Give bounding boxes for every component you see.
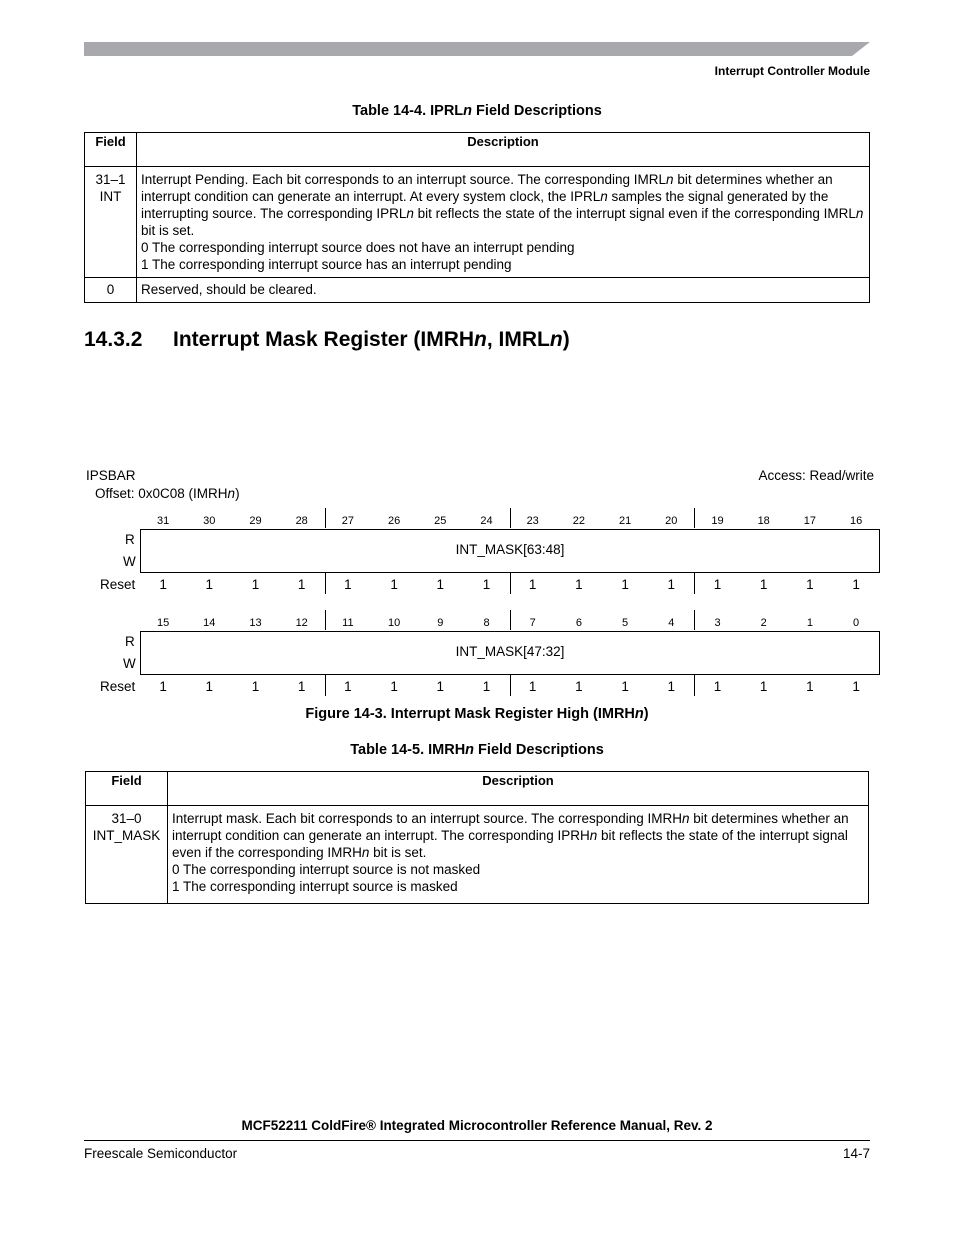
write-label: W bbox=[123, 554, 136, 569]
bit-number: 8 bbox=[483, 617, 490, 629]
reset-value: 1 bbox=[436, 679, 445, 694]
section-heading: 14.3.2 Interrupt Mask Register (IMRHn, IMRLn) bbox=[84, 328, 570, 351]
table-row bbox=[85, 278, 870, 303]
reset-value: 1 bbox=[667, 577, 676, 592]
table-14-5-caption: Table 14-5. IMRHn Field Descriptions bbox=[350, 742, 604, 758]
bit-number: 28 bbox=[295, 515, 308, 527]
nibble-divider bbox=[694, 572, 695, 594]
table-14-4-caption: Table 14-4. IPRLn Field Descriptions bbox=[352, 103, 602, 119]
reset-value: 1 bbox=[251, 577, 260, 592]
reset-value: 1 bbox=[528, 577, 537, 592]
nibble-divider bbox=[510, 610, 511, 630]
description-header: Description bbox=[168, 772, 869, 806]
reset-value: 1 bbox=[482, 679, 491, 694]
nibble-divider bbox=[325, 508, 326, 528]
reset-value: 1 bbox=[806, 679, 814, 694]
reset-value: 1 bbox=[390, 679, 398, 694]
bit-number: 23 bbox=[526, 515, 539, 527]
nibble-divider bbox=[694, 508, 695, 528]
nibble-divider bbox=[325, 610, 326, 630]
bit-number: 15 bbox=[156, 617, 170, 629]
table-row bbox=[86, 806, 869, 904]
bit-number: 25 bbox=[434, 515, 447, 527]
nibble-divider bbox=[694, 610, 695, 630]
reset-value: 1 bbox=[852, 577, 860, 592]
figure-14-3-caption: Figure 14-3. Interrupt Mask Register High (IMRHn) bbox=[305, 706, 649, 722]
footer-rule bbox=[84, 1140, 870, 1141]
reset-value: 1 bbox=[344, 577, 352, 592]
read-label: R bbox=[125, 634, 135, 649]
bit-number: 29 bbox=[249, 515, 262, 527]
nibble-divider bbox=[510, 508, 511, 528]
reset-value: 1 bbox=[297, 679, 306, 694]
bit-number: 6 bbox=[575, 617, 582, 629]
reset-value: 1 bbox=[390, 577, 398, 592]
description-cell: Reserved, should be cleared. bbox=[137, 278, 870, 303]
bit-number: 18 bbox=[757, 515, 770, 527]
nibble-divider bbox=[694, 674, 695, 696]
nibble-divider bbox=[325, 572, 326, 594]
option-1: 1 The corresponding interrupt source has an interrupt pending bbox=[141, 257, 512, 272]
description-cell: Interrupt Pending. Each bit corresponds to an interrupt source. The corresponding IMRLn bit determines whether an interrupt condition can generate an interrupt. At every system clock, the IPRLn samples the signal generated by the interrupting source. The corresponding IPRLn bit reflects the state of the interrupt signal even if the corresponding IMRLn bit is set. 0 The corresponding interrupt source does not have an interrupt pending 1 The corresponding interrupt source has an interrupt pending bbox=[137, 167, 870, 278]
bit-number: 17 bbox=[803, 515, 817, 527]
bit-number: 22 bbox=[572, 515, 586, 527]
access-label: Access: Read/write bbox=[758, 468, 874, 483]
bit-number: 16 bbox=[849, 515, 863, 527]
nibble-divider bbox=[510, 572, 511, 594]
field-header: Field bbox=[86, 772, 168, 806]
reset-label: Reset bbox=[100, 577, 136, 592]
reset-value: 1 bbox=[436, 577, 445, 592]
footer-publisher: Freescale Semiconductor bbox=[84, 1146, 238, 1161]
reset-value: 1 bbox=[713, 679, 722, 694]
bit-number: 5 bbox=[622, 617, 629, 629]
field-cell: 0 bbox=[85, 278, 137, 303]
bit-number: 12 bbox=[295, 617, 308, 629]
option-0: 0 The corresponding interrupt source is not masked bbox=[172, 862, 481, 877]
bit-number: 21 bbox=[618, 515, 632, 527]
reset-value: 1 bbox=[806, 577, 814, 592]
bit-number: 9 bbox=[437, 617, 444, 629]
bit-number: 0 bbox=[853, 617, 860, 629]
bit-number: 10 bbox=[387, 617, 401, 629]
option-0: 0 The corresponding interrupt source does not have an interrupt pending bbox=[141, 240, 575, 255]
bit-number: 20 bbox=[665, 515, 678, 527]
iprl-field-table bbox=[84, 132, 870, 303]
bit-number: 13 bbox=[249, 617, 262, 629]
reset-value: 1 bbox=[575, 577, 583, 592]
reset-value: 1 bbox=[528, 679, 537, 694]
bit-number: 11 bbox=[342, 617, 354, 629]
reset-value: 1 bbox=[482, 577, 491, 592]
read-label: R bbox=[125, 532, 135, 547]
field-header: Field bbox=[85, 133, 137, 167]
bit-number: 7 bbox=[529, 617, 536, 629]
reset-value: 1 bbox=[251, 679, 260, 694]
bit-number: 27 bbox=[341, 515, 355, 527]
reset-value: 1 bbox=[759, 679, 768, 694]
bit-number: 3 bbox=[714, 617, 721, 629]
field-cell: 31–0 INT_MASK bbox=[86, 806, 168, 904]
imrh-field-table bbox=[85, 771, 869, 904]
option-1: 1 The corresponding interrupt source is masked bbox=[172, 879, 458, 894]
ipsbar-label: IPSBAR bbox=[86, 468, 136, 483]
reset-value: 1 bbox=[621, 577, 629, 592]
bit-number: 14 bbox=[203, 617, 216, 629]
offset-label: Offset: 0x0C08 (IMRHn) bbox=[95, 486, 240, 501]
reset-value: 1 bbox=[575, 679, 583, 694]
reset-value: 1 bbox=[297, 577, 306, 592]
header-bar bbox=[84, 42, 870, 56]
bit-number: 24 bbox=[480, 515, 493, 527]
description-header: Description bbox=[137, 133, 870, 167]
write-label: W bbox=[123, 656, 136, 671]
bit-number: 2 bbox=[760, 617, 767, 629]
reset-value: 1 bbox=[344, 679, 352, 694]
table-row bbox=[85, 167, 870, 278]
reset-value: 1 bbox=[621, 679, 629, 694]
description-cell: Interrupt mask. Each bit corresponds to an interrupt source. The corresponding IMRHn bit determines whether an interrupt condition can generate an interrupt. The corresponding IPRHn bit reflects the state of the interrupt signal even if the corresponding IMRHn bit is set. 0 The corresponding interrupt source is not masked 1 The corresponding interrupt source is masked bbox=[168, 806, 869, 904]
nibble-divider bbox=[325, 674, 326, 696]
int-mask-field: INT_MASK[63:48] bbox=[140, 529, 880, 573]
reset-value: 1 bbox=[667, 679, 676, 694]
bit-number: 1 bbox=[806, 617, 813, 629]
field-cell: 31–1 INT bbox=[85, 167, 137, 278]
bit-number: 4 bbox=[668, 617, 675, 629]
page-number: 14-7 bbox=[842, 1146, 870, 1161]
reset-value: 1 bbox=[205, 577, 214, 592]
nibble-divider bbox=[510, 674, 511, 696]
reset-value: 1 bbox=[159, 577, 167, 592]
reset-value: 1 bbox=[759, 577, 768, 592]
bit-number: 19 bbox=[711, 515, 724, 527]
bit-number: 31 bbox=[156, 515, 170, 527]
bit-number: 30 bbox=[203, 515, 216, 527]
bit-number: 26 bbox=[387, 515, 401, 527]
reset-value: 1 bbox=[159, 679, 167, 694]
footer-title: MCF52211 ColdFire® Integrated Microcontroller Reference Manual, Rev. 2 bbox=[241, 1118, 713, 1133]
reset-value: 1 bbox=[852, 679, 860, 694]
reset-label: Reset bbox=[100, 679, 136, 694]
int-mask-field: INT_MASK[47:32] bbox=[140, 631, 880, 675]
reset-value: 1 bbox=[205, 679, 214, 694]
running-head: Interrupt Controller Module bbox=[714, 64, 870, 78]
reset-value: 1 bbox=[713, 577, 722, 592]
